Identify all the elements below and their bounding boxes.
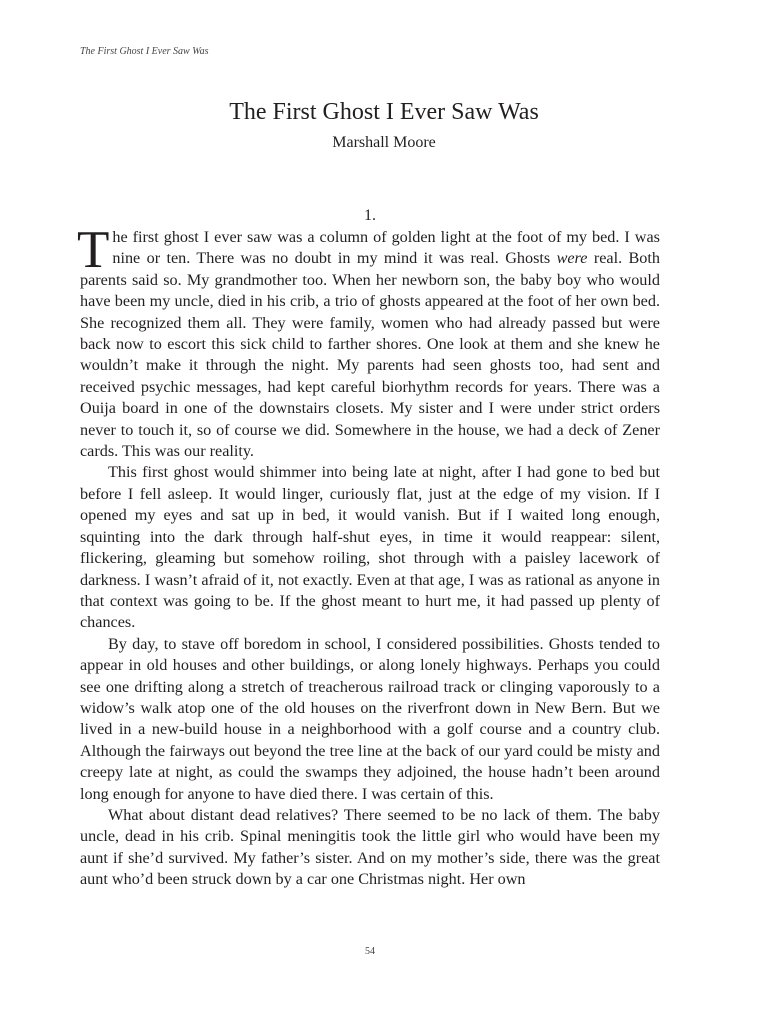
running-head: The First Ghost I Ever Saw Was: [80, 46, 209, 57]
paragraph-1-text-end: real. Both parents said so. My grandmother too. When her newborn son, the baby boy who would have been my uncle, died in his crib, a trio of ghosts appeared at the foot of her own bed. She recognized them all. They were family, women who had already passed but were back now to escort this sick child to farther shores. One look at them and she knew he wouldn’t make it through the night. My parents had seen ghosts too, had sent and received psychic messages, had kept careful biorhythm records for years. There was a Ouija board in one of the downstairs closets. My sister and I were under strict orders never to touch it, so of course we did. Somewhere in the house, we had a deck of Zener cards. This was our reality.: [80, 249, 660, 461]
paragraph-1-text: he first ghost I ever saw was a column of golden light at the foot of my bed. I was nine or ten. There was no doubt in my mind it was real. Ghosts: [112, 228, 660, 268]
section-number: 1.: [364, 207, 376, 224]
paragraph-1-italic: were: [556, 249, 588, 268]
drop-cap: T: [77, 221, 110, 279]
paragraph-4: What about distant dead relatives? There seemed to be no lack of them. The baby uncle, dead in his crib. Spinal meningitis took the little girl who would have been my aunt if she’d survived. My father’s sister. And on my mother’s side, there was the great aunt who’d been struck down by a car one Christmas night. Her own: [80, 805, 660, 889]
page-title: The First Ghost I Ever Saw Was: [229, 99, 539, 125]
paragraph-3: By day, to stave off boredom in school, I considered possibilities. Ghosts tended to appear in old houses and other buildings, or along lonely highways. Perhaps you could see one drifting along a stretch of treacherous railroad track or clinging vaporously to a widow’s walk atop one of the old houses on the riverfront down in New Bern. But we lived in a new-build house in a neighborhood with a golf course and a country club. Although the fairways out beyond the tree line at the back of our yard could be misty and creepy late at night, as could the swamps they adjoined, the house hadn’t been around long enough for anyone to have died there. I was certain of this.: [80, 634, 660, 803]
paragraph-2: This first ghost would shimmer into being late at night, after I had gone to bed but before I fell asleep. It would linger, curiously flat, just at the edge of my vision. If I opened my eyes and sat up in bed, it would vanish. But if I waited long enough, squinting into the dark through half-shut eyes, in time it would reappear: silent, flickering, gleaming but somehow roiling, shot through with a paisley lacework of darkness. I wasn’t afraid of it, not exactly. Even at that age, I was as rational as anyone in that context was going to be. If the ghost meant to hurt me, it had passed up plenty of chances.: [80, 463, 660, 632]
author-name: Marshall Moore: [332, 134, 436, 151]
paragraph-1: [77, 221, 660, 462]
page-number: 54: [365, 946, 375, 957]
body-text: [77, 221, 660, 891]
